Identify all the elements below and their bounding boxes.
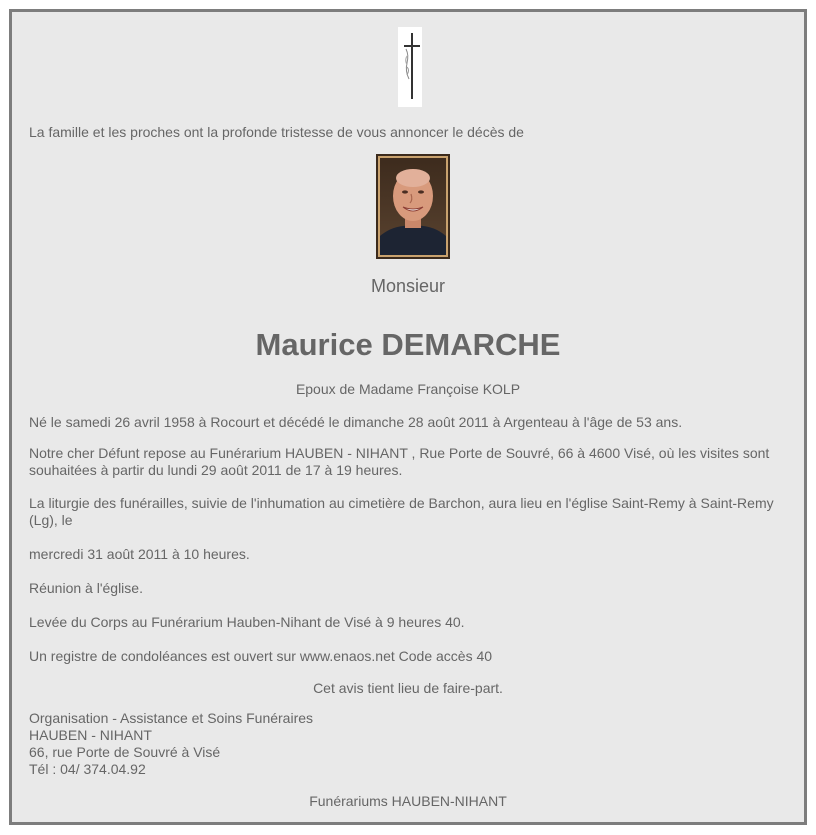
cross-icon <box>398 27 422 107</box>
organisation-block <box>29 710 313 778</box>
notice-text: Cet avis tient lieu de faire-part. <box>313 680 503 696</box>
deceased-name: Maurice DEMARCHE <box>255 327 561 362</box>
spouse-line: Epoux de Madame Françoise KOLP <box>295 381 521 397</box>
condolences-text: Un registre de condoléances est ouvert sur www.enaos.net Code accès 40 <box>29 648 493 664</box>
obituary-card <box>9 9 807 825</box>
ceremony-date-text: mercredi 31 août 2011 à 10 heures. <box>29 546 250 562</box>
organisation-line-4: Tél : 04/ 374.04.92 <box>29 761 146 777</box>
organisation-line-2: HAUBEN - NIHANT <box>29 727 152 743</box>
meeting-text: Réunion à l'église. <box>29 580 143 596</box>
salutation: Monsieur <box>370 276 446 296</box>
organisation-line-1: Organisation - Assistance et Soins Funéraires <box>29 710 314 726</box>
portrait-image <box>380 158 446 255</box>
portrait-photo <box>376 154 450 259</box>
announcement-text: La famille et les proches ont la profonde tristesse de vous annoncer le décès de <box>29 124 524 140</box>
footer-text: Funérariums HAUBEN-NIHANT <box>309 793 507 809</box>
levee-text: Levée du Corps au Funérarium Hauben-Nihant de Visé à 9 heures 40. <box>29 614 465 630</box>
birth-death-text: Né le samedi 26 avril 1958 à Rocourt et décédé le dimanche 28 août 2011 à Argenteau à l'âge de 53 ans. <box>29 414 683 430</box>
organisation-line-3: 66, rue Porte de Souvré à Visé <box>29 744 221 760</box>
liturgy-text: La liturgie des funérailles, suivie de l'inhumation au cimetière de Barchon, aura lieu en l'église Saint-Remy à Saint-Remy (Lg), le <box>29 495 774 528</box>
rest-place-text: Notre cher Défunt repose au Funérarium HAUBEN - NIHANT , Rue Porte de Souvré, 66 à 4600 Visé, où les visites sont souhaitées à partir du lundi 29 août 2011 de 17 à 19 heures. <box>29 445 770 478</box>
cross-emblem <box>398 27 422 107</box>
